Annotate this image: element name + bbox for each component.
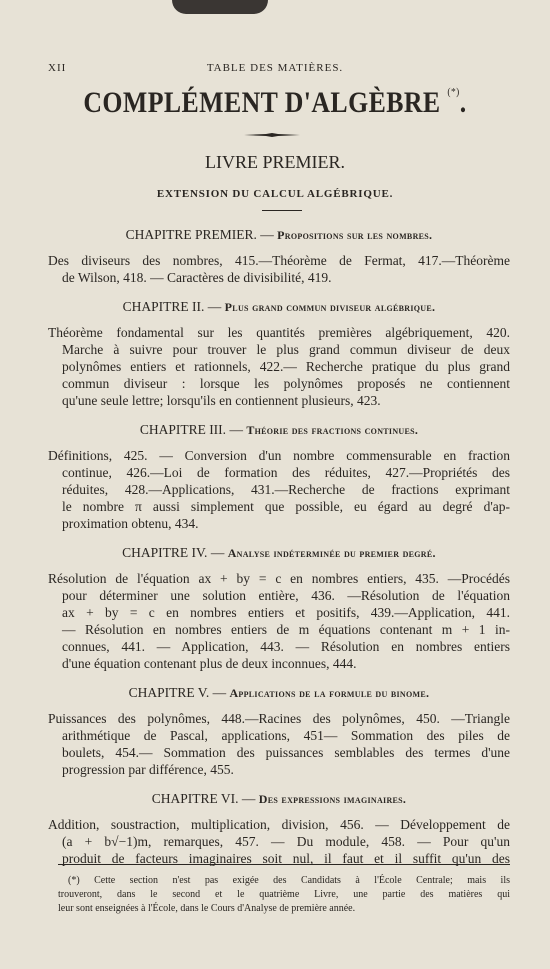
chapter-subtitle: Plus grand commun diviseur algébrique. (224, 300, 436, 314)
chapter-dash: — (226, 422, 247, 437)
chapter-heading (48, 298, 510, 316)
chapter-entries (48, 324, 510, 409)
footnote-mark: (*) (447, 86, 460, 98)
entry-line: connues, 441. — Application, 443. — Résolution en nombres entiers (62, 639, 510, 654)
entry-line: (a + b√−1)m, remarques, 457. — Du module, 458. — Pour qu'un (62, 834, 510, 849)
ink-blot (172, 0, 268, 14)
section-title-text: COMPLÉMENT D'ALGÈBRE (83, 86, 441, 119)
footnote (58, 874, 510, 916)
chapter-dash: — (238, 791, 259, 806)
chapter-entries (48, 447, 510, 532)
entry-line: Des diviseurs des nombres, 415.—Théorème de Fermat, 417.—Théorème (48, 253, 510, 268)
entry-line: Théorème fondamental sur les quantités premières algébriquement, 420. (48, 325, 510, 340)
chapter-entries (48, 252, 510, 286)
footnote-line: leur sont enseignées à l'École, dans le Cours d'Analyse de première année. (58, 903, 356, 914)
entry-line: proximation obtenu, 434. (62, 516, 199, 531)
book-heading: LIVRE PREMIER. (204, 152, 345, 172)
chapter-number: CHAPITRE V. (128, 685, 210, 700)
footnote-rule (58, 864, 510, 865)
chapter-entries (48, 570, 510, 672)
chapter-subtitle: Propositions sur les nombres. (277, 228, 433, 242)
entry-line: arithmétique de Pascal, applications, 451— Sommation des piles de (62, 728, 510, 743)
entry-line: polynômes entiers et rationnels, 422.— Recherche pratique du plus grand (62, 359, 510, 374)
chapter-dash: — (256, 227, 278, 242)
entry-line: produit de facteurs imaginaires soit nul, il faut et il suffit qu'un des (62, 851, 510, 866)
chapter-number: CHAPITRE PREMIER. (125, 227, 257, 242)
entry-line: Addition, soustraction, multiplication, division, 456. — Développement de (48, 817, 510, 832)
chapter-heading (48, 684, 510, 702)
chapter-number: CHAPITRE IV. (122, 545, 208, 560)
entry-line: réduites, 428.—Applications, 431.—Recherche de fractions exprimant (62, 482, 510, 497)
ornament-rule (244, 133, 300, 137)
chapter-dash: — (207, 545, 228, 560)
chapter-dash: — (209, 685, 230, 700)
running-head (48, 62, 502, 74)
entry-line: boulets, 454.— Sommation des puissances semblables des termes d'une (62, 745, 510, 760)
chapter-subtitle: Analyse indéterminée du premier degré. (227, 546, 436, 560)
entry-line: commun diviseur : lorsque les polynômes proposés ne contiennent (62, 376, 510, 391)
chapter-number: CHAPITRE VI. (151, 791, 239, 806)
running-title: TABLE DES MATIÈRES. (206, 62, 344, 74)
entry-line: le nombre π aussi simplement que possible, eu égard au degré d'ap- (62, 499, 510, 514)
entry-line: Définitions, 425. — Conversion d'un nombre commensurable en fraction (48, 448, 510, 463)
entry-line: Résolution de l'équation ax + by = c en nombres entiers, 435. —Procédés (48, 571, 510, 586)
chapter-number: CHAPITRE II. (122, 299, 205, 314)
footnote-line: (*) Cette section n'est pas exigée des Candidats à l'École Centrale; mais ils (68, 875, 510, 886)
chapter-subtitle: Théorie des fractions continues. (246, 423, 419, 437)
entry-line: Puissances des polynômes, 448.—Racines des polynômes, 450. —Triangle (48, 711, 510, 726)
entry-line: — Résolution en nombres entiers de m équations contenant m + 1 in- (62, 622, 510, 637)
entry-line: continue, 426.—Loi de formation des réduites, 427.—Propriétés des (62, 465, 510, 480)
entry-line: progression par différence, 455. (62, 762, 234, 777)
short-rule (262, 210, 302, 211)
entry-line: de Wilson, 418. — Caractères de divisibilité, 419. (62, 270, 332, 285)
chapter-subtitle: Applications de la formule du binome. (229, 686, 430, 700)
section-title (39, 86, 512, 120)
chapter-heading (48, 421, 510, 439)
chapter-number: CHAPITRE III. (139, 422, 227, 437)
section-title-period: . (459, 86, 467, 119)
chapter-entries (48, 816, 510, 867)
entry-line: d'une équation contenant plus de deux inconnues, 444. (62, 656, 357, 671)
chapter-heading (48, 226, 510, 244)
chapter-dash: — (204, 299, 225, 314)
book-subheading: EXTENSION DU CALCUL ALGÉBRIQUE. (156, 188, 394, 200)
chapter-entries (48, 710, 510, 778)
table-of-contents (48, 226, 510, 879)
chapter-heading (48, 544, 510, 562)
chapter-heading (48, 790, 510, 808)
entry-line: pour déterminer une solution entière, 436. —Résolution de l'équation (62, 588, 510, 603)
page-number: XII (48, 62, 67, 74)
footnote-line: trouveront, dans le second et le quatrième Livre, une partie des matières qui (58, 889, 510, 900)
chapter-subtitle: Des expressions imaginaires. (258, 792, 407, 806)
entry-line: ax + by = c en nombres entiers et positifs, 439.—Application, 441. (62, 605, 510, 620)
entry-line: qu'une seule lettre; lorsqu'ils en contiennent plusieurs, 423. (62, 393, 381, 408)
entry-line: Marche à suivre pour trouver le plus grand commun diviseur de deux (62, 342, 510, 357)
